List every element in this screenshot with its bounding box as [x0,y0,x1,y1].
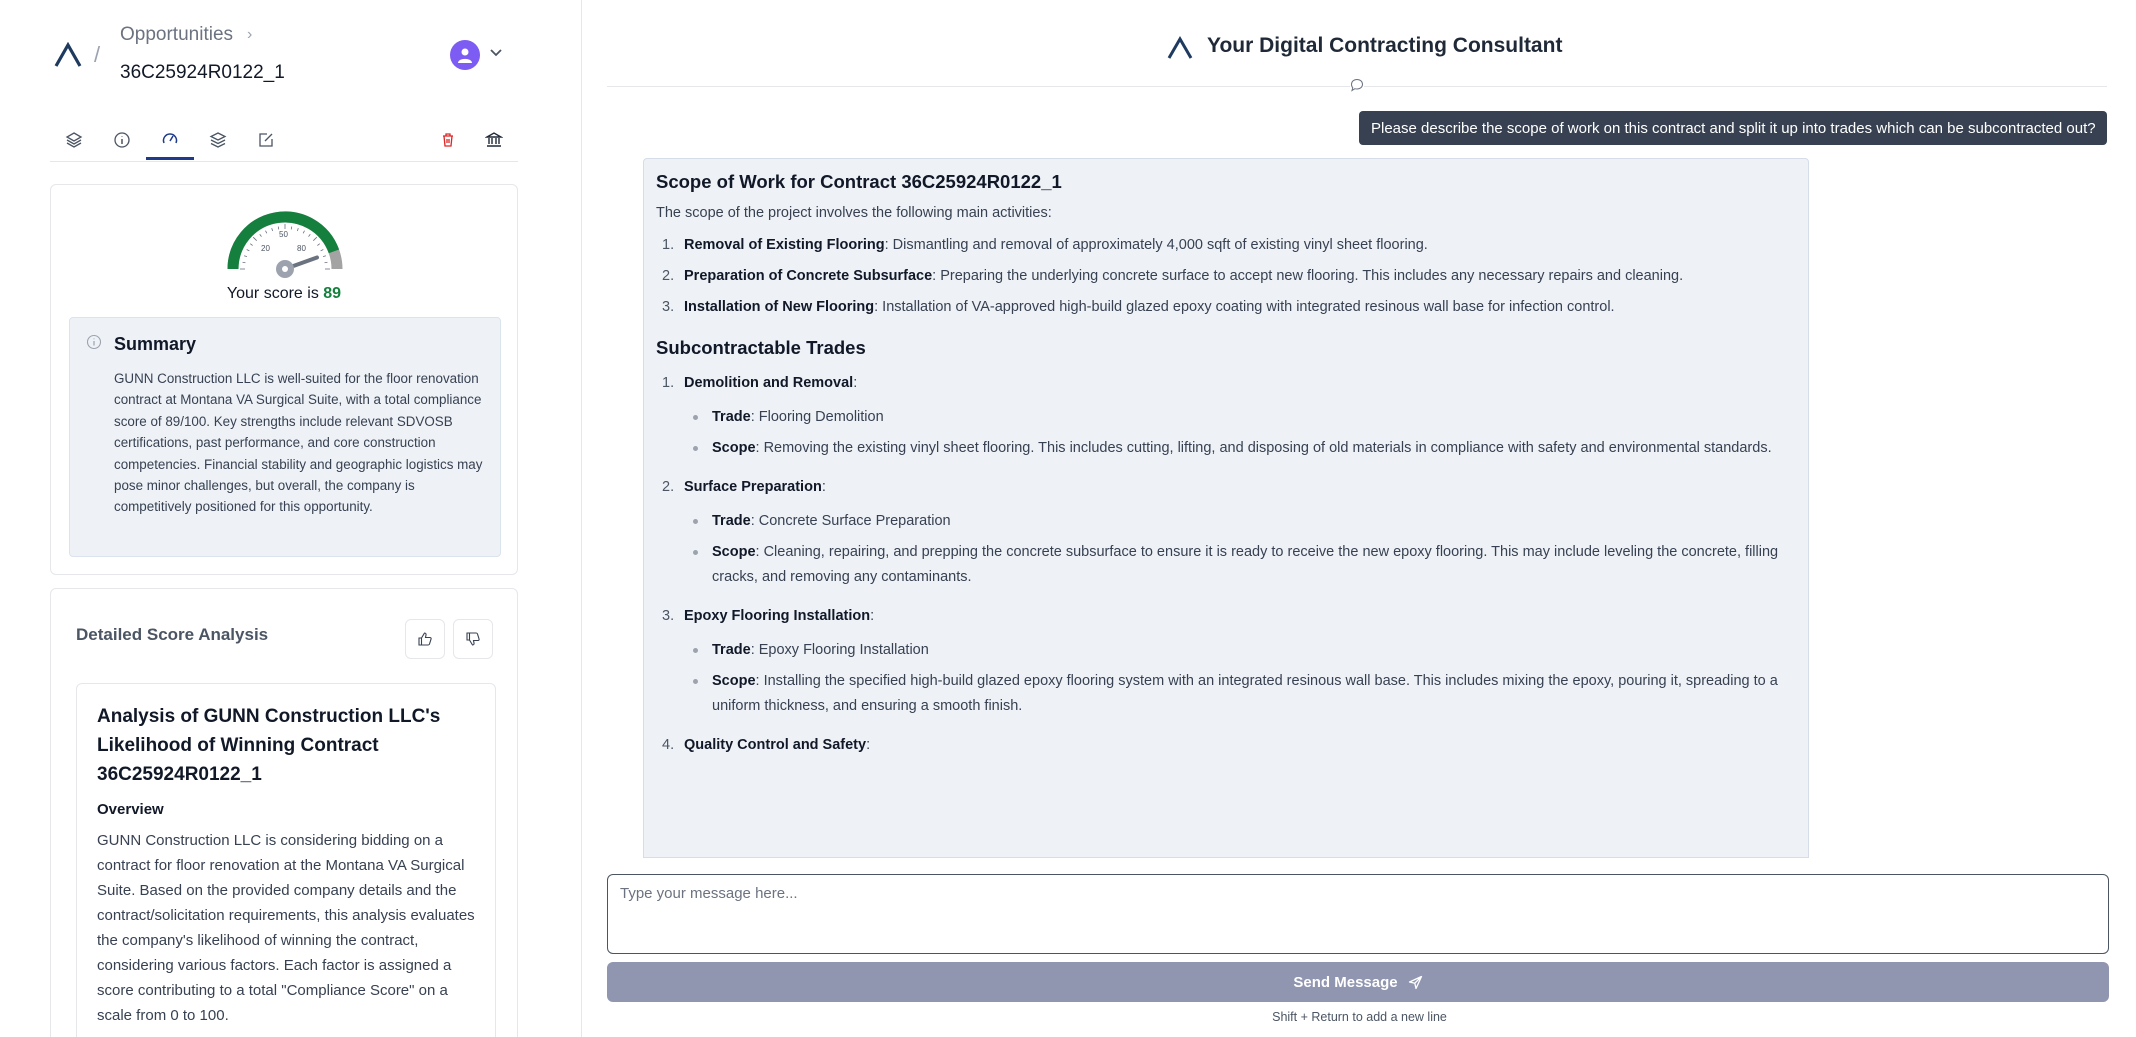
tab-score[interactable] [146,120,194,160]
list-item: 1. Removal of Existing Flooring: Dismantling and removal of approximately 4,000 sqft of existing vinyl sheet flooring. [662,237,1428,253]
app-logo-icon[interactable] [54,42,82,68]
tab-info[interactable] [98,120,146,160]
info-icon [86,334,102,350]
gauge-tick [250,244,252,246]
gauge-tick-label: 20 [261,244,270,253]
score-gauge [221,201,349,281]
gauge-tick [260,234,262,236]
gauge-tick-label: 80 [297,244,306,253]
list-item: 2. Preparation of Concrete Subsurface: Preparing the underlying concrete surface to accept new flooring. This includes any necessary repairs and cleaning. [662,268,1684,284]
info-icon [113,131,131,149]
chat-panel [583,0,2136,1037]
gauge-tick [321,249,324,250]
summary-text: GUNN Construction LLC is well-suited for the floor renovation contract at Montana VA Surgical Suite, with a total compliance score of 89/100. Key strengths include relevant SDVOSB certifications, past performance, and core construction competencies. Financial stability and geographic logistics may pose minor challenges, but overall, the company is competitively positioned for this opportunity. [114,371,483,515]
trade-item: 4. Quality Control and Safety: [662,737,871,753]
breadcrumb-parent-link[interactable]: Opportunities [120,24,234,45]
tab-layers[interactable] [50,120,98,160]
response-title: Scope of Work for Contract 36C25924R0122_1 [656,171,1062,192]
response-intro: The scope of the project involves the following main activities: [656,205,1052,221]
bank-icon [485,131,503,149]
analysis-card [50,588,518,1037]
stack-icon [209,131,227,149]
left-panel [0,0,582,1037]
trade-item: 3. Epoxy Flooring Installation: Trade: Epoxy Flooring Installation Scope: Installing the specified high-build glazed epoxy flooring system with an integrated resinous wall base. This includes mixing the epoxy, pouring it, spreading to a uniform thickness, and ensuring a smooth finish. [656,608,1796,719]
trade-item: 1. Demolition and Removal: Trade: Flooring Demolition Scope: Removing the existing vinyl sheet flooring. This includes cutting, lifting, and disposing of old materials in compliance with safety and environmental standards. [656,375,1796,461]
score-card [50,184,518,575]
tab-stack[interactable] [194,120,242,160]
gauge-tick [309,234,311,236]
score-value: 89 [323,285,342,302]
list-item: 3. Installation of New Flooring: Installation of VA-approved high-build glazed epoxy coating with integrated resinous wall base for infection control. [662,299,1615,315]
analysis-body: GUNN Construction LLC is considering bidding on a contract for floor renovation at the Montana VA Surgical Suite. Based on the provided company details and the contract/solicitation requirements, this analysis evaluates the company's likelihood of winning the contract, considering various factors. Each factor is assigned a score contributing to a total "Compliance Score" on a scale from 0 to 100. [97,832,475,1024]
gauge-tick [244,256,247,257]
breadcrumb [120,24,252,46]
analysis-content [76,683,496,1037]
list-item: Trade: Epoxy Flooring Installation [684,638,1796,663]
chat-header [583,0,2136,88]
gauge-tick [303,231,304,234]
breadcrumb-separator: / [94,42,101,67]
delete-button[interactable] [424,120,472,160]
layers-icon [65,131,83,149]
gauge-icon [161,130,179,148]
trades-heading: Subcontractable Trades [656,337,866,358]
send-icon [1408,975,1423,990]
thumbs-up-button[interactable] [405,619,445,659]
list-item: Scope: Installing the specified high-build glazed epoxy flooring system with an integrated resinous wall base. This includes mixing the epoxy, pouring it, spreading to a uniform thickness, and ensuring a smooth finish. [684,669,1796,719]
chevron-down-icon[interactable] [488,44,504,60]
agency-button[interactable] [470,120,518,160]
send-message-button[interactable]: Send Message [607,962,2109,1002]
gauge-tick [272,228,273,231]
breadcrumb-current: 36C25924R0122_1 [120,62,285,83]
list-item: Trade: Concrete Surface Preparation [684,509,1796,534]
analysis-subheading: Overview [97,801,164,818]
user-icon [456,46,474,64]
gauge-tick [253,237,257,241]
analysis-heading: Analysis of GUNN Construction LLC's Likelihood of Winning Contract 36C25924R0122_1 [97,706,441,785]
app-logo-icon [1167,36,1193,60]
list-item: Scope: Cleaning, repairing, and prepping the concrete subsurface to ensure it is ready to receive the new epoxy flooring. This may include leveling the concrete, filling cracks, and removing any contaminants. [684,540,1796,590]
tab-notes[interactable] [242,120,290,160]
assistant-message [643,158,1809,858]
tab-bar [50,120,518,162]
summary-title: Summary [114,334,197,354]
activities-list [656,235,1796,317]
thumbs-down-button[interactable] [453,619,493,659]
list-item: Trade: Flooring Demolition [684,405,1796,430]
chevron-right-icon: › [247,26,253,43]
input-hint: Shift + Return to add a new line [1272,1010,1447,1024]
chat-bubble-icon [1350,78,1364,92]
gauge-tick [313,237,317,241]
user-message: Please describe the scope of work on this contract and split it up into trades which can be subcontracted out? [1359,111,2107,145]
list-item: Scope: Removing the existing vinyl sheet flooring. This includes cutting, lifting, and disposing of old materials in compliance with safety and environmental standards. [684,436,1796,461]
edit-icon [257,131,275,149]
analysis-section-title: Detailed Score Analysis [76,625,269,644]
gauge-tick [317,244,319,246]
avatar[interactable] [450,40,480,70]
gauge-tick [265,231,266,234]
gauge-tick [323,256,326,257]
trade-item: 2. Surface Preparation: Trade: Concrete Surface Preparation Scope: Cleaning, repairing, and prepping the concrete subsurface to ensure it is ready to receive the new epoxy flooring. This may include leveling the concrete, filling cracks, and removing any contaminants. [656,479,1796,590]
message-input[interactable] [607,874,2109,954]
page-title: Your Digital Contracting Consultant [1207,34,1563,57]
thumbs-down-icon [465,631,481,647]
thumbs-up-icon [417,631,433,647]
gauge-tick-label: 50 [279,230,288,239]
gauge-tick [297,228,298,231]
score-text: Your score is 89 [226,285,342,302]
summary-box [69,317,501,557]
trash-icon [439,131,457,149]
gauge-tick [247,249,250,250]
